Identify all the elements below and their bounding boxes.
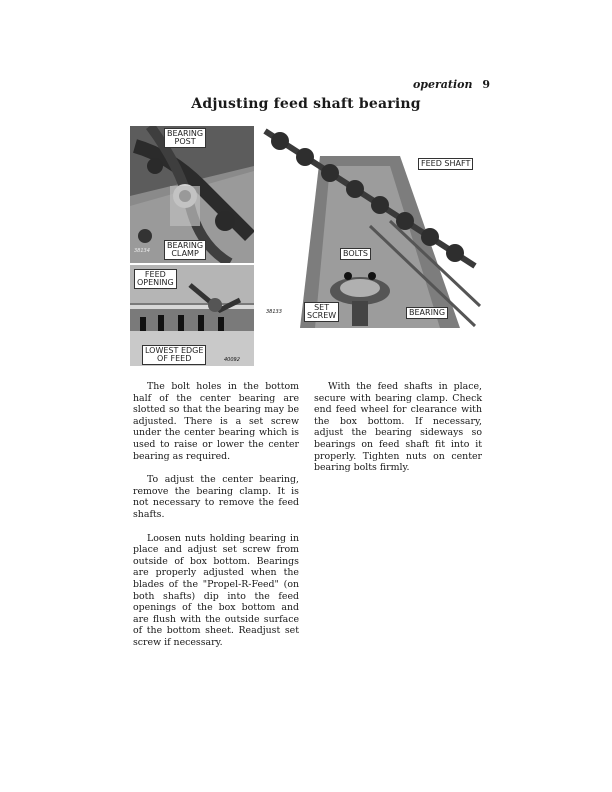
page-number: 9 xyxy=(482,78,490,91)
paragraph: To adjust the center bearing, remove the bearing clamp. It is not necessary to remove the feed shafts. xyxy=(133,474,299,520)
paragraph: The bolt holes in the bottom half of the center bearing are slotted so that the bearing may be adjusted. There is a set screw under the center bearing which is used to raise or lower the center bearing as required. xyxy=(133,381,299,462)
right-column xyxy=(314,381,482,486)
photo-bearing-post xyxy=(130,126,254,263)
section-name: operation xyxy=(412,78,473,91)
callout-set-screw: SET SCREW xyxy=(304,302,339,322)
callout-bearing-post: BEARING POST xyxy=(164,128,206,148)
photo-feed-shaft xyxy=(260,126,482,328)
photo-feed-opening xyxy=(130,265,254,366)
figure-number: 40092 xyxy=(224,357,240,363)
callout-feed-opening: FEED OPENING xyxy=(134,269,177,289)
paragraph: Loosen nuts holding bearing in place and adjust set screw from outside of box bottom. Bearings are properly adjusted when the blades of the "Propel-R-Feed" (on both shafts) dip into the feed openings of the box bottom and are flush with the outside surface of the bottom sheet. Readjust set screw if necessary. xyxy=(133,532,299,648)
feed-shaft-image xyxy=(260,126,482,328)
callout-bearing-clamp: BEARING CLAMP xyxy=(164,240,206,260)
paragraph: With the feed shafts in place, secure with bearing clamp. Check end feed wheel for clearance with the box bottom. If necessary, adjust the bearing sideways so bearings on feed shaft fit into it properly. Tighten nuts on center bearing bolts firmly. xyxy=(314,381,482,474)
callout-lowest-edge: LOWEST EDGE OF FEED xyxy=(142,345,206,365)
callout-feed-shaft: FEED SHAFT xyxy=(418,158,473,170)
figure-number: 38133 xyxy=(266,309,282,315)
page-title: Adjusting feed shaft bearing xyxy=(191,96,421,112)
callout-bearing: BEARING xyxy=(406,307,448,319)
callout-bolts: BOLTS xyxy=(340,248,371,260)
figure-number: 38134 xyxy=(134,248,150,254)
running-header xyxy=(413,78,490,91)
left-column xyxy=(133,381,299,660)
